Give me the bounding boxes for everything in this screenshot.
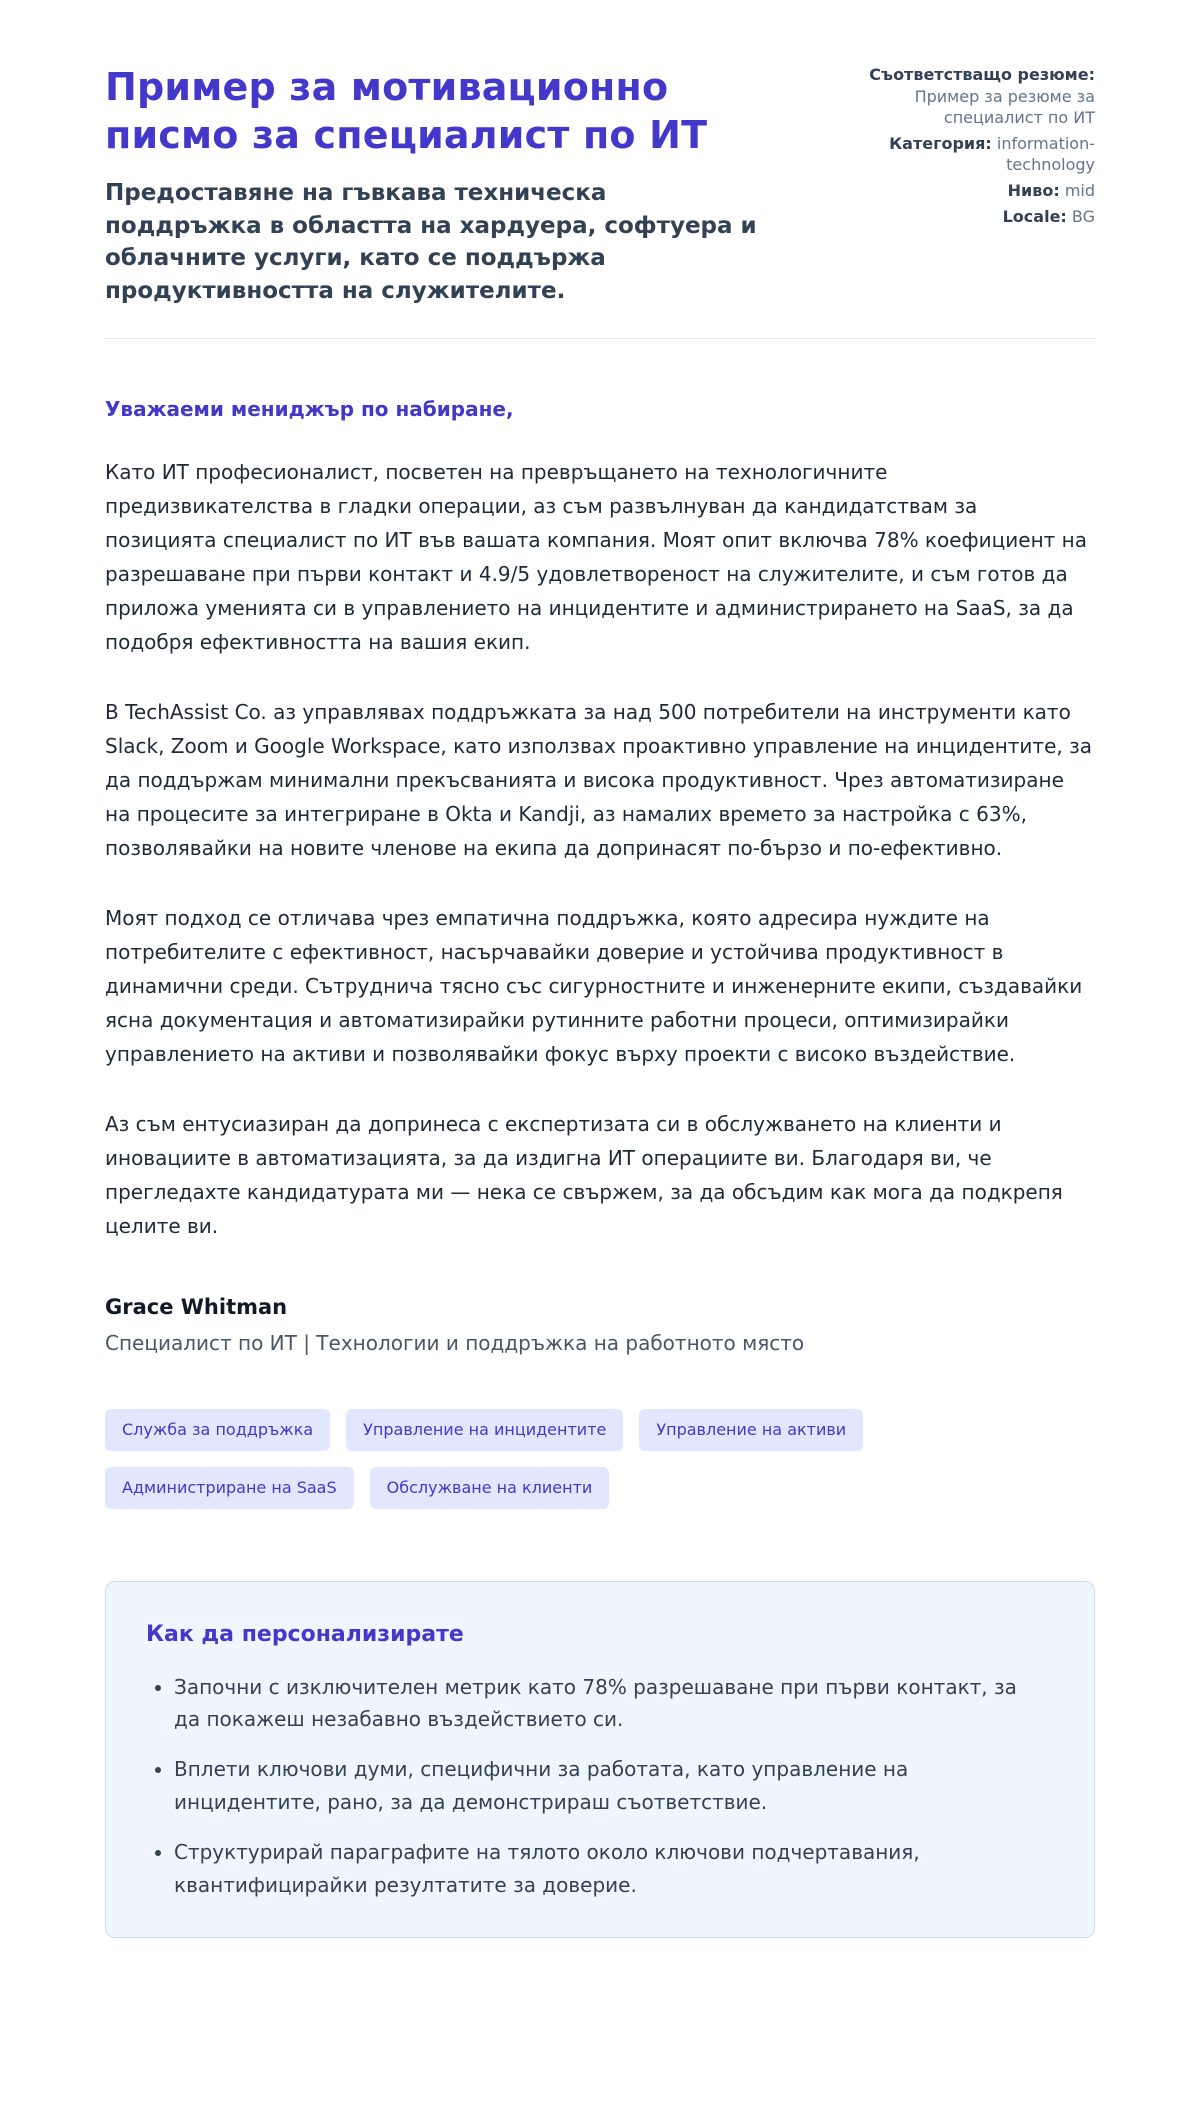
tag-incident-management: Управление на инцидентите [346, 1409, 623, 1451]
tag-helpdesk: Служба за поддръжка [105, 1409, 330, 1451]
meta-locale-value: BG [1071, 206, 1095, 226]
header [105, 64, 1095, 308]
meta-panel [850, 64, 1095, 231]
meta-level-value: mid [1064, 180, 1095, 200]
letter-paragraph: В TechAssist Co. аз управлявах поддръжката за над 500 потребители на инструменти като Slack, Zoom и Google Workspace, като използвах проактивно управление на инцидентите, за да поддържам минимални прекъсванията и висока продуктивност. Чрез автоматизиране на процесите за интегриране в Okta и Kandji, аз намалих времето за настройка с 63%, позволявайки на новите членове на екипа да допринасят по-бързо и по-ефективно. [105, 699, 1092, 860]
letter-greeting: Уважаеми мениджър по набиране, [105, 396, 514, 421]
meta-level-label: Ниво: [1007, 180, 1060, 200]
meta-locale [850, 206, 1095, 228]
letter-body [105, 397, 1095, 1355]
tip-item: • Вплети ключови думи, специфични за работата, като управление на инцидентите, рано, за да демонстрираш съответствие. [174, 1753, 1046, 1818]
meta-category [850, 133, 1095, 176]
tip-item: • Структурирай параграфите на тялото около ключови подчертавания, квантифицирайки резултатите за доверие. [174, 1836, 1046, 1901]
tag-asset-management: Управление на активи [639, 1409, 863, 1451]
tips-title: Как да персонализирате [146, 1621, 464, 1647]
header-left [105, 64, 765, 308]
page-subtitle: Предоставяне на гъвкава техническа поддръжка в областта на хардуера, софтуера и облачните услуги, като се поддържа продуктивността на служителите. [105, 180, 757, 304]
meta-matching-resume-label: Съответстващо резюме: [869, 65, 1095, 84]
letter-paragraph: Аз съм ентусиазиран да допринеса с експертизата си в обслужването на клиенти и иновациите в автоматизацията, за да издигна ИТ операциите ви. Благодаря ви, че прегледахте кандидатурата ми — нека се свържем, за да обсъдим как мога да подкрепя целите ви. [105, 1111, 1063, 1238]
letter-paragraph: Като ИТ професионалист, посветен на превръщането на технологичните предизвикателства в гладки операции, аз съм развълнуван да кандидатствам за позицията специалист по ИТ във вашата компания. Моят опит включва 78% коефициент на разрешаване при първи контакт и 4.9/5 удовлетвореност на служителите, и съм готов да приложа уменията си в управлението на инцидентите и администрирането на SaaS, за да подобря ефективността на вашия екип. [105, 459, 1087, 654]
tag-customer-service: Обслужване на клиенти [370, 1467, 610, 1509]
personalization-tips-callout [105, 1581, 1095, 1938]
tag-saas-administration: Администриране на SaaS [105, 1467, 354, 1509]
signature-role: Специалист по ИТ | Технологии и поддръжка на работното място [105, 1330, 805, 1355]
page-title: Пример за мотивационно писмо за специалист по ИТ [105, 65, 708, 157]
meta-locale-label: Locale: [1002, 206, 1067, 226]
meta-category-value: information-technology [996, 133, 1095, 175]
meta-level [850, 180, 1095, 202]
meta-category-label: Категория: [889, 133, 992, 153]
meta-matching-resume [850, 64, 1095, 129]
tips-list [146, 1671, 1046, 1901]
letter-paragraph: Моят подход се отличава чрез емпатична поддръжка, която адресира нуждите на потребителите с ефективност, насърчавайки доверие и устойчива продуктивност в динамични среди. Сътруднича тясно със сигурностните и инженерните екипи, създавайки ясна документация и автоматизирайки рутинните работни процеси, оптимизирайки управлението на активи и позволявайки фокус върху проекти с високо въздействие. [105, 905, 1083, 1066]
meta-matching-resume-value: Пример за резюме за специалист по ИТ [914, 86, 1095, 128]
tip-item: • Започни с изключителен метрик като 78% разрешаване при първи контакт, за да покажеш незабавно въздействието си. [174, 1671, 1046, 1736]
tag-list [105, 1409, 925, 1509]
signature-name: Grace Whitman [105, 1294, 288, 1319]
divider [105, 338, 1095, 339]
